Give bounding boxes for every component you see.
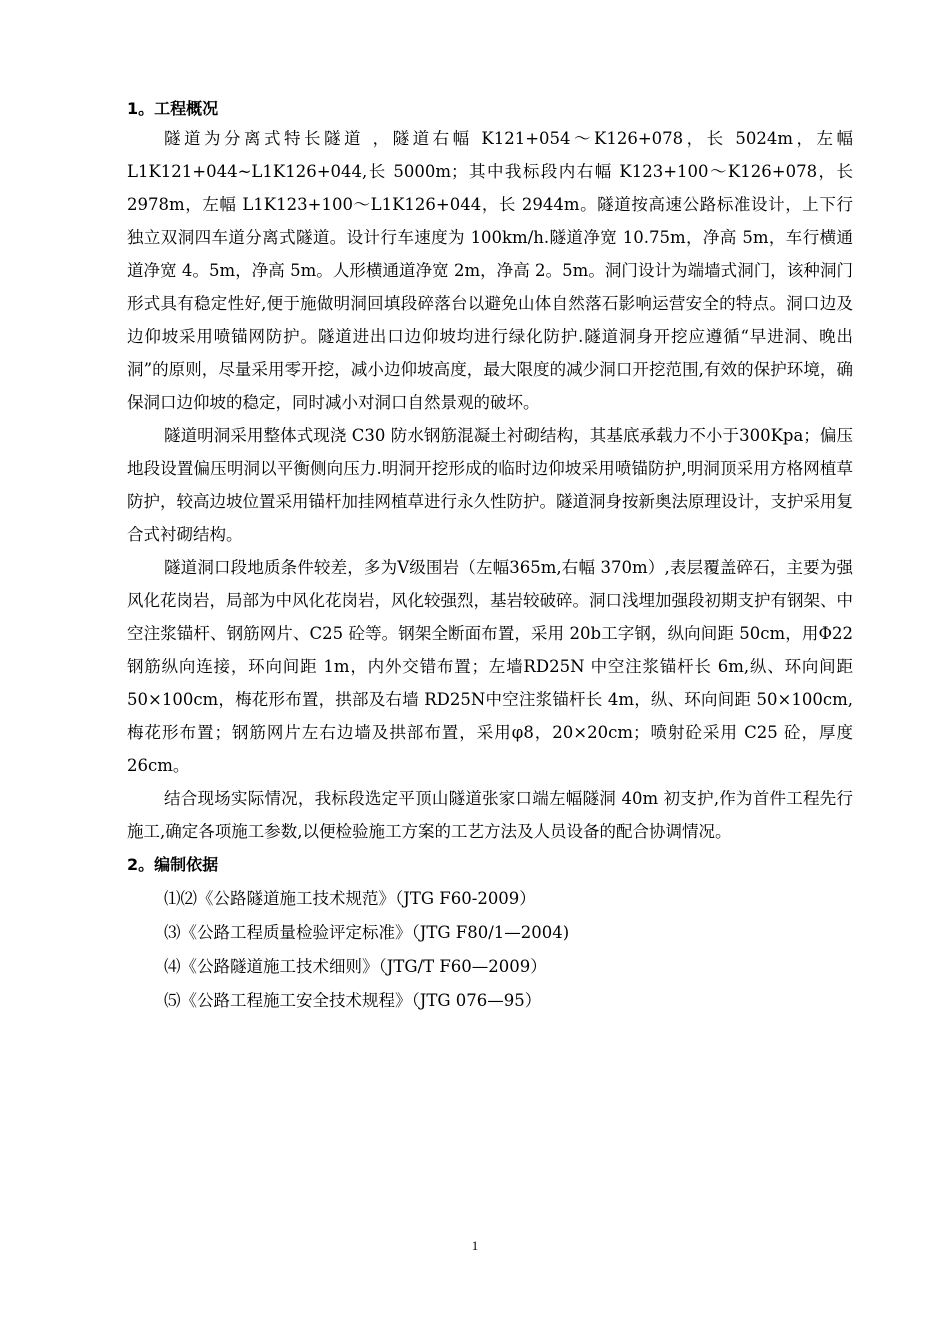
paragraph-open-cut-tunnel: 隧道明洞采用整体式现浇 C30 防水钢筋混凝土衬砌结构，其基底承载力不小于300Kpa；偏压地段设置偏压明洞以平衡侧向压力.明洞开挖形成的临时边仰坡采用喷锚防护,明洞顶采用方格网植草防护，较高边坡位置采用锚杆加挂网植草进行永久性防护。隧道洞身按新奥法原理设计，支护采用复合式衬砌结构。: [127, 426, 853, 544]
section-heading-basis: 2。编制依据: [127, 855, 219, 874]
paragraph-first-work-selection: 结合现场实际情况，我标段选定平顶山隧道张家口端左幅隧洞 40m 初支护,作为首件工程先行施工,确定各项施工参数,以便检验施工方案的工艺方法及人员设备的配合协调情况。: [127, 789, 853, 841]
reference-item: ⑷《公路隧道施工技术细则》（JTG/T F60—2009）: [164, 957, 547, 976]
reference-item: ⑸《公路工程施工安全技术规程》（JTG 076—95）: [164, 991, 542, 1010]
paragraph-portal-geology: 隧道洞口段地质条件较差，多为Ⅴ级围岩（左幅365m,右幅 370m）,表层覆盖碎石，主要为强风化花岗岩，局部为中风化花岗岩，风化较强烈，基岩较破碎。洞口浅埋加强段初期支护有钢架、中空注浆锚杆、钢筋网片、C25 砼等。钢架全断面布置，采用 20b工字钢，纵向间距 50cm，用Φ22 钢筋纵向连接，环向间距 1m，内外交错布置；左墙RD25N 中空注浆锚杆长 6m,纵、环向间距 50×100cm，梅花形布置，拱部及右墙 RD25N中空注浆锚杆长 4m，纵、环向间距 50×100cm,梅花形布置；钢筋网片左右边墙及拱部布置，采用φ8，20×20cm；喷射砼采用 C25 砼，厚度 26cm。: [127, 558, 853, 775]
section-heading-overview: 1。工程概况: [127, 99, 219, 118]
page-number: 1: [471, 1238, 479, 1253]
reference-list: [127, 882, 853, 1018]
reference-item: ⑴⑵《公路隧道施工技术规范》（JTG F60-2009）: [164, 889, 536, 908]
reference-item: ⑶《公路工程质量检验评定标准》（JTG F80/1—2004): [164, 923, 570, 942]
paragraph-tunnel-overview: 隧道为分离式特长隧道 ，隧道右幅 K121+054～K126+078，长 5024m，左幅L1K121+044~L1K126+044,长 5000m；其中我标段内右幅 K123+100～K126+078，长2978m，左幅 L1K123+100～L1K126+044，长 2944m。隧道按高速公路标准设计，上下行独立双洞四车道分离式隧道。设计行车速度为 100km/h.隧道净宽 10.75m，净高 5m，车行横通道净宽 4。5m，净高 5m。人形横通道净宽 2m，净高 2。5m。洞门设计为端墙式洞门，该种洞门形式具有稳定性好,便于施做明洞回填段碎落台以避免山体自然落石影响运营安全的特点。洞口边及边仰坡采用喷锚网防护。隧道进出口边仰坡均进行绿化防护.隧道洞身开挖应遵循“早进洞、晚出洞”的原则，尽量采用零开挖，减小边仰坡高度，最大限度的减少洞口开挖范围,有效的保护环境，确保洞口边仰坡的稳定，同时减小对洞口自然景观的破坏。: [127, 129, 853, 412]
document-page: [127, 96, 853, 1018]
